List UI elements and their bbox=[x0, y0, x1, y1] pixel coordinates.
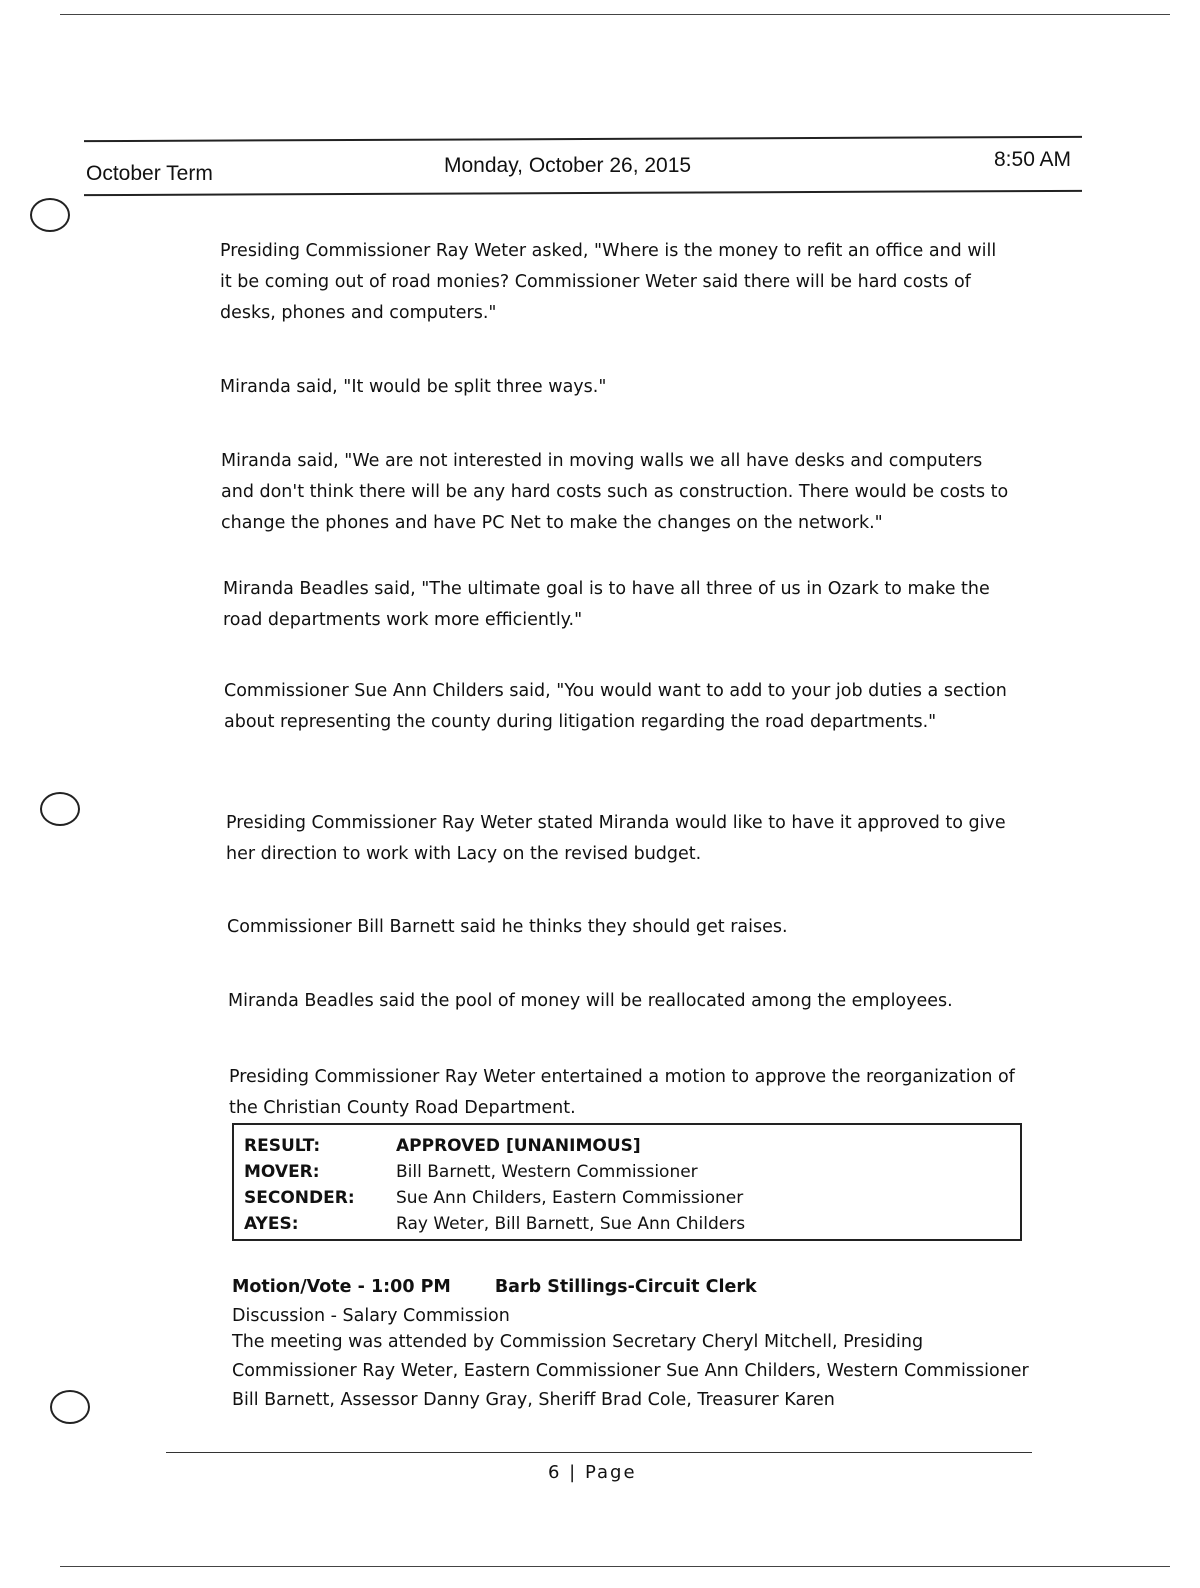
paragraph-3: Miranda said, "We are not interested in moving walls we all have desks and computers and don't think there will be any hard costs such as construction. There would be costs to change the phones and have PC Net to make the changes on the network." bbox=[221, 451, 1009, 533]
motion-person: Barb Stillings-Circuit Clerk bbox=[494, 1277, 757, 1297]
paragraph-9: Presiding Commissioner Ray Weter entertained a motion to approve the reorganization of the Christian County Road Department. bbox=[229, 1067, 1015, 1118]
mover-value: Bill Barnett, Western Commissioner bbox=[396, 1162, 698, 1182]
paragraph-1: Presiding Commissioner Ray Weter asked, "Where is the money to refit an office and will it be coming out of road monies? Commissioner Weter said there will be hard costs of desks, phones and computers." bbox=[220, 241, 997, 323]
mover-row bbox=[244, 1159, 1010, 1185]
attendance-paragraph: The meeting was attended by Commission Secretary Cheryl Mitchell, Presiding Commissioner Ray Weter, Eastern Commissioner Sue Ann Childers, Western Commissioner Bill Barnett, Assessor Danny Gray, Sheriff Brad Cole, Treasurer Karen bbox=[232, 1332, 1029, 1410]
binder-hole-middle bbox=[40, 792, 80, 826]
scan-bottom-edge bbox=[60, 1566, 1170, 1567]
seconder-value: Sue Ann Childers, Eastern Commissioner bbox=[396, 1188, 744, 1208]
result-row bbox=[244, 1133, 1010, 1159]
paragraph-4: Miranda Beadles said, "The ultimate goal is to have all three of us in Ozark to make the road departments work more efficiently." bbox=[223, 579, 990, 630]
meeting-time: 8:50 AM bbox=[994, 148, 1072, 171]
binder-hole-top bbox=[30, 198, 70, 232]
ayes-row bbox=[244, 1211, 1010, 1237]
meeting-date: Monday, October 26, 2015 bbox=[444, 154, 692, 177]
paragraph-8: Miranda Beadles said the pool of money will be reallocated among the employees. bbox=[228, 991, 953, 1011]
motion-title: Motion/Vote - 1:00 PM bbox=[232, 1277, 451, 1297]
header-rule-bottom bbox=[84, 190, 1082, 196]
header-rule-top bbox=[84, 136, 1082, 142]
paragraph-6: Presiding Commissioner Ray Weter stated Miranda would like to have it approved to give her direction to work with Lacy on the revised budget. bbox=[226, 813, 1006, 864]
vote-result-box bbox=[232, 1123, 1022, 1241]
paragraph-5: Commissioner Sue Ann Childers said, "You would want to add to your job duties a section about representing the county during litigation regarding the road departments." bbox=[224, 681, 1007, 732]
footer-rule bbox=[166, 1452, 1032, 1453]
term-label: October Term bbox=[86, 162, 213, 185]
scan-top-edge bbox=[60, 14, 1170, 15]
ayes-label: AYES: bbox=[244, 1214, 299, 1234]
paragraph-7: Commissioner Bill Barnett said he thinks they should get raises. bbox=[227, 917, 788, 937]
page-number: 6 | Page bbox=[548, 1462, 637, 1483]
result-label: RESULT: bbox=[244, 1136, 321, 1156]
paragraph-2: Miranda said, "It would be split three ways." bbox=[220, 377, 607, 397]
discussion-line: Discussion - Salary Commission bbox=[232, 1306, 510, 1326]
seconder-row bbox=[244, 1185, 1010, 1211]
motion-heading bbox=[232, 1277, 757, 1297]
binder-hole-bottom bbox=[50, 1390, 90, 1424]
result-value: APPROVED [UNANIMOUS] bbox=[396, 1136, 641, 1156]
mover-label: MOVER: bbox=[244, 1162, 320, 1182]
ayes-value: Ray Weter, Bill Barnett, Sue Ann Childers bbox=[396, 1214, 746, 1234]
seconder-label: SECONDER: bbox=[244, 1188, 355, 1208]
